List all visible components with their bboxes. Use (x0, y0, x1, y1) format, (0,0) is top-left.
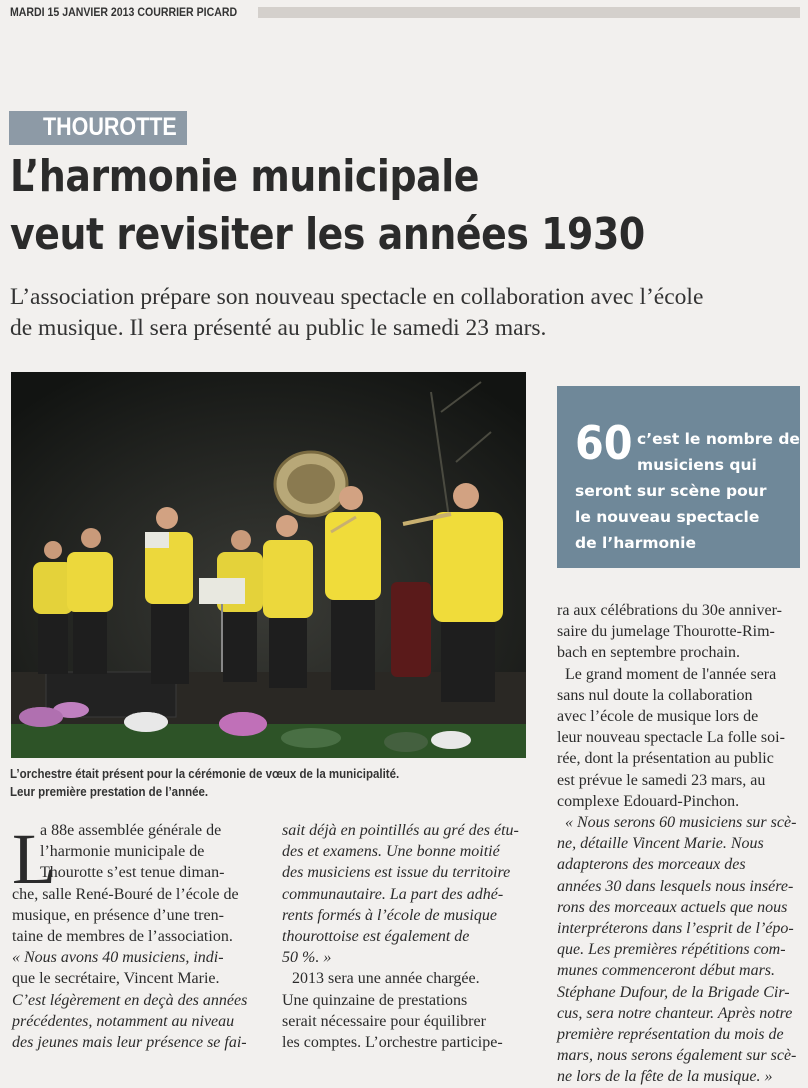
masthead-rule (258, 7, 800, 18)
body-line: rons des morceaux actuels que nous (557, 898, 788, 916)
caption-line-1: L’orchestre était présent pour la cérémonie de vœux de la municipalité. (10, 767, 400, 781)
body-line: a 88e assemblée générale de (40, 822, 222, 839)
body-line: leur nouveau spectacle La folle soi- (557, 729, 785, 747)
body-line: che, salle René-Bouré de l’école de (12, 885, 239, 903)
body-line: Thourotte s’est tenue diman- (40, 864, 225, 882)
body-line: que. Les premières répétitions com- (557, 941, 786, 959)
kicker-label: THOUROTTE (43, 113, 177, 141)
body-line: est prévue le samedi 23 mars, au (557, 771, 766, 789)
body-line: des musiciens est issue du territoire (282, 864, 511, 882)
body-line: thourottoise est également de (282, 928, 470, 946)
body-line: taine de membres de l’association. (12, 928, 233, 946)
body-line: cus, sera notre chanteur. Après notre (557, 1004, 793, 1022)
body-line: serait nécessaire pour équilibrer (282, 1012, 486, 1030)
body-line: « Nous serons 60 musiciens sur scè- (565, 814, 797, 832)
drop-cap: L (12, 819, 56, 899)
stat-line-3: seront sur scène pour (575, 482, 767, 500)
body-line: bach en septembre prochain. (557, 644, 741, 662)
body-line: des et examens. Une bonne moitié (282, 843, 500, 861)
article-column-1 (12, 820, 254, 1053)
stat-number: 60 (575, 416, 633, 470)
stat-line-5: de l’harmonie (575, 534, 697, 552)
body-line: musique, en présence d’une tren- (12, 906, 224, 924)
body-line: rents formés à l’école de musique (282, 906, 497, 924)
body-line: munes commenceront début mars. (557, 962, 776, 980)
body-line: des jeunes mais leur présence se fai- (12, 1034, 247, 1052)
body-line: sans nul doute la collaboration (557, 686, 753, 704)
article-column-2 (282, 820, 526, 1053)
body-line: ne lors de la fête de la musique. » (557, 1068, 773, 1086)
orchestra-photo (11, 372, 526, 758)
body-line: sait déjà en pointillés au gré des étu- (282, 822, 519, 839)
body-line: C’est légèrement en deçà des années (12, 991, 248, 1009)
body-line: Stéphane Dufour, de la Brigade Cir- (557, 983, 790, 1001)
body-line: années 30 dans lesquels nous insére- (557, 877, 794, 895)
stat-line-2: musiciens qui (637, 456, 757, 474)
body-line: interpréterons dans l’esprit de l’épo- (557, 920, 794, 938)
body-line: que le secrétaire, Vincent Marie. (12, 970, 220, 988)
body-line: 50 %. » (282, 949, 332, 967)
body-line: communautaire. La part des adhé- (282, 885, 504, 903)
body-line: mars, nous serons également sur scè- (557, 1047, 797, 1065)
headline-line-1: L’harmonie municipale (10, 151, 479, 202)
stat-callout (557, 386, 800, 568)
body-line: les comptes. L’orchestre participe- (282, 1034, 503, 1052)
body-line: 2013 sera une année chargée. (292, 970, 480, 988)
body-line: complexe Edouard-Pinchon. (557, 792, 740, 810)
body-line: adapterons des morceaux des (557, 856, 746, 874)
masthead (10, 4, 800, 22)
article-column-3 (557, 600, 800, 1088)
body-line: avec l’école de musique lors de (557, 708, 759, 726)
headline-line-2: veut revisiter les années 1930 (10, 209, 645, 260)
body-line: rée, dont la présentation au public (557, 750, 774, 768)
standfirst-line-1: L’association prépare son nouveau spectacle en collaboration avec l’école (10, 284, 704, 310)
standfirst-line-2: de musique. Il sera présenté au public le samedi 23 mars. (10, 315, 547, 341)
standfirst (10, 282, 800, 344)
body-line: précédentes, notamment au niveau (12, 1012, 235, 1030)
body-line: l’harmonie municipale de (40, 843, 205, 861)
orchestra-photo-illustration (11, 372, 526, 758)
dateline: MARDI 15 JANVIER 2013 COURRIER PICARD (10, 5, 238, 19)
body-line: ne, détaille Vincent Marie. Nous (557, 835, 764, 853)
body-line: ra aux célébrations du 30e anniver- (557, 602, 782, 619)
body-line: « Nous avons 40 musiciens, indi- (12, 949, 224, 967)
stat-line-4: le nouveau spectacle (575, 508, 760, 526)
stat-line-1: c’est le nombre de (637, 430, 800, 448)
body-line: saire du jumelage Thourotte-Rim- (557, 623, 775, 641)
caption-line-2: Leur première prestation de l’année. (10, 785, 209, 799)
kicker-banner (9, 111, 187, 145)
headline (10, 148, 800, 264)
body-line: première représentation du mois de (557, 1026, 784, 1044)
photo-caption (10, 765, 530, 801)
body-line: Une quinzaine de prestations (282, 991, 468, 1009)
body-line: Le grand moment de l'année sera (565, 665, 777, 683)
stat-text (575, 426, 800, 556)
